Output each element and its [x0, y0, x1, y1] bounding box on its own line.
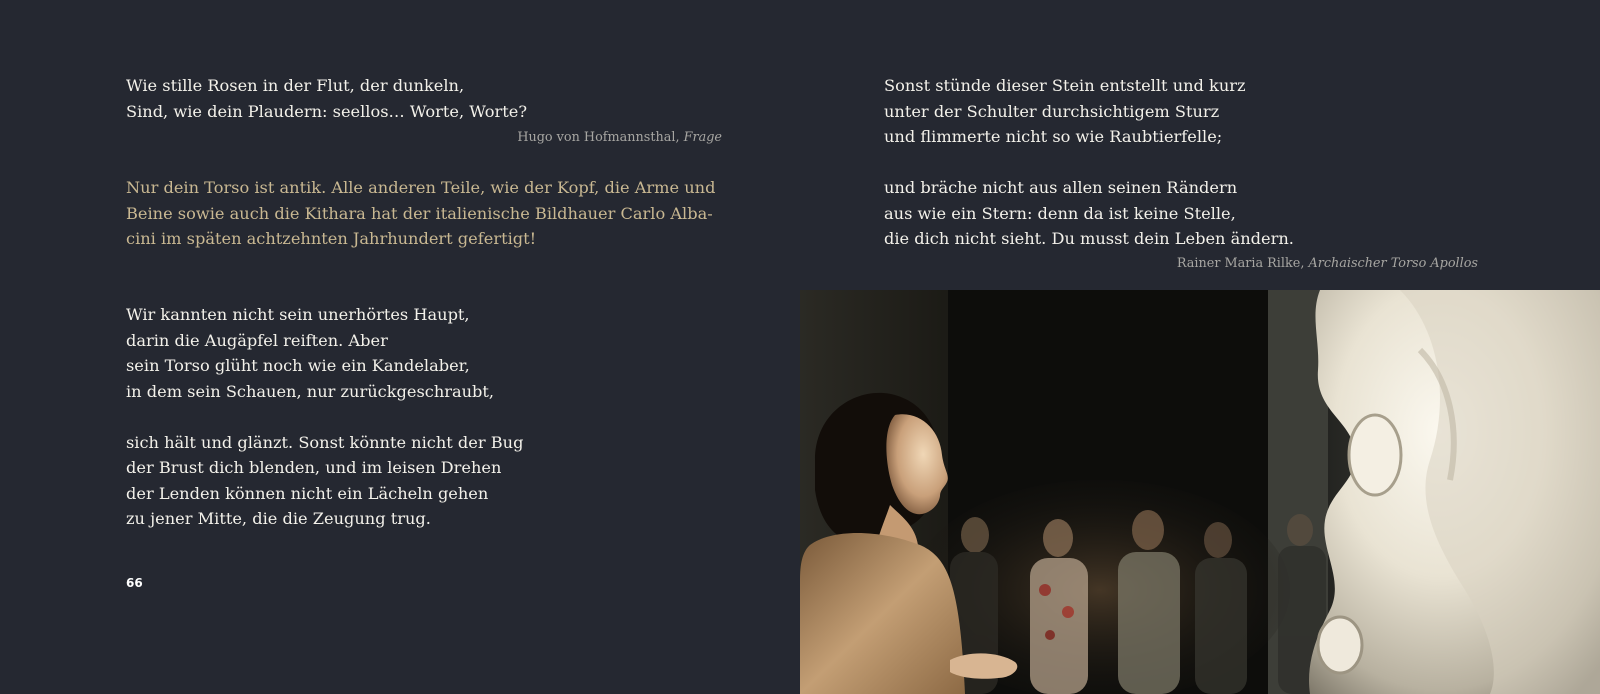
- poem-line: unter der Schulter durchsichtigem Sturz: [884, 101, 1220, 121]
- stanza-break: [126, 404, 523, 430]
- poem-line: in dem sein Schauen, nur zurückgeschraubt,: [126, 381, 495, 401]
- poem-line: aus wie ein Stern: denn da ist keine Stelle,: [884, 203, 1236, 223]
- epigraph: [126, 73, 527, 124]
- poem-line: darin die Augäpfel reiften. Aber: [126, 330, 388, 350]
- poem-right: [884, 73, 1294, 252]
- stanza-break: [884, 150, 1294, 176]
- poem-left: [126, 302, 523, 532]
- poem-line: sich hält und glänzt. Sonst könnte nicht der Bug: [126, 432, 524, 452]
- poem-line: die dich nicht sieht. Du musst dein Leben ändern.: [884, 229, 1294, 248]
- poem-line: und flimmerte nicht so wie Raubtierfelle;: [884, 127, 1223, 146]
- poem-line: und bräche nicht aus allen seinen Rändern: [884, 178, 1238, 197]
- poem-line: der Lenden können nicht ein Lächeln gehen: [126, 483, 489, 503]
- poem-line: Wir kannten nicht sein unerhörtes Haupt,: [126, 305, 470, 324]
- poem-attribution: [1177, 256, 1478, 271]
- photo-illustration: [800, 290, 1600, 694]
- attribution-author: Hugo von Hofmannsthal,: [517, 130, 680, 145]
- note-line: Nur dein Torso ist antik. Alle anderen Teile, wie der Kopf, die Arme und: [126, 178, 716, 197]
- marble-torso: [1309, 290, 1600, 694]
- epigraph-line: Sind, wie dein Plaudern: seellos… Worte, Worte?: [126, 101, 528, 121]
- translator-note: [126, 175, 726, 252]
- torso-lower-knot: [1318, 617, 1362, 673]
- poem-line: der Brust dich blenden, und im leisen Drehen: [126, 458, 502, 477]
- gallery-photograph: [800, 290, 1600, 694]
- attribution-work: Archaischer Torso Apollos: [1308, 256, 1478, 271]
- note-line: Beine sowie auch die Kithara hat der italienische Bildhauer Carlo Alba-: [126, 203, 713, 223]
- poem-line: sein Torso glüht noch wie ein Kandelaber,: [126, 356, 470, 375]
- poem-line: Sonst stünde dieser Stein entstellt und kurz: [884, 76, 1246, 95]
- page-number: 66: [126, 576, 143, 590]
- note-line: cini im späten achtzehnten Jahrhundert gefertigt!: [126, 229, 537, 248]
- attribution-author: Rainer Maria Rilke,: [1176, 256, 1305, 271]
- epigraph-line: Wie stille Rosen in der Flut, der dunkeln,: [126, 76, 465, 95]
- epigraph-attribution: [517, 130, 722, 145]
- attribution-work: Frage: [683, 130, 722, 145]
- poem-line: zu jener Mitte, die die Zeugung trug.: [126, 509, 431, 528]
- torso-knot: [1349, 415, 1401, 495]
